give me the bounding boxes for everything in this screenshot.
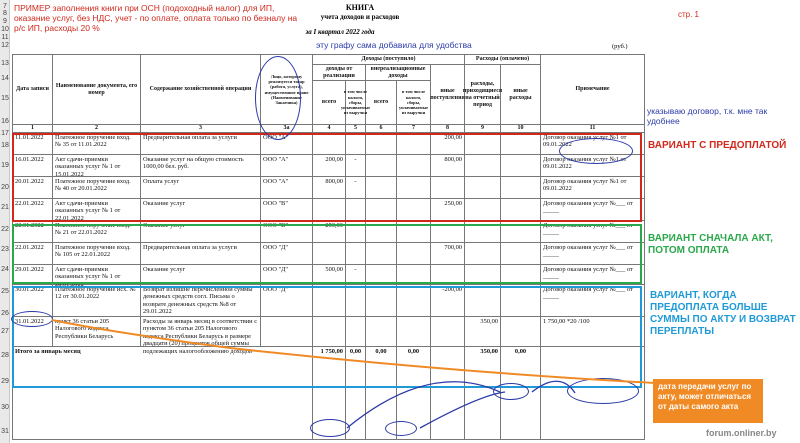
row-number: 9 xyxy=(3,18,7,25)
table-cell-date: 22.01.2022 xyxy=(13,221,53,243)
book-title: КНИГА xyxy=(345,3,375,12)
table-cell-total: 500,00 xyxy=(313,265,346,285)
header-income-group: Доходы (поступило) xyxy=(313,55,465,65)
row-number: 7 xyxy=(3,3,7,10)
table-cell-date: 20.01.2022 xyxy=(13,177,53,199)
table-cell-other: 800,00 xyxy=(431,155,465,177)
variant-overpayment-label: ВАРИАНТ, КОГДА ПРЕДОПЛАТА БОЛЬШЕ СУММЫ ПО АКТУ И ВОЗВРАТ ПЕРЕПЛАТЫ xyxy=(650,290,796,337)
totals-nonsale-tax: 0,00 xyxy=(397,347,431,440)
column-number: 6 xyxy=(366,125,397,133)
table-cell-person: ООО "А" xyxy=(261,133,313,155)
column-number: 10 xyxy=(501,125,541,133)
header-nonsale-total: всего xyxy=(366,81,397,125)
table-cell-total: 250,00 xyxy=(313,221,346,243)
table-cell-tax: - xyxy=(346,155,366,177)
row-number: 17 xyxy=(1,130,9,137)
table-cell-remark: Договор оказания услуг №1 от 09.01.2022 xyxy=(541,177,645,199)
table-cell-doc: Акт сдачи-приемки оказанных услуг № 1 от 22.01.2022 xyxy=(53,199,141,221)
totals-sales-total: 1 750,00 xyxy=(313,347,346,440)
page-label: стр. 1 xyxy=(678,10,700,19)
row-number: 26 xyxy=(1,310,9,317)
table-cell-person: ООО "Д" xyxy=(261,285,313,317)
table-cell-person: ООО "Д" xyxy=(261,265,313,285)
table-cell-tax: - xyxy=(346,265,366,285)
row-number: 28 xyxy=(1,352,9,359)
table-cell-other: -200,00 xyxy=(431,285,465,317)
table-cell-doc: Платежное поручение вход. № 35 от 11.01.2022 xyxy=(53,133,141,155)
table-cell-content: Предварительная оплата за услуги xyxy=(141,133,261,155)
table-cell-date: 31.01.2022 xyxy=(13,317,53,347)
row-number: 14 xyxy=(1,75,9,82)
totals-nonsale-total: 0,00 xyxy=(366,347,397,440)
book-subtitle: учета доходов и расходов xyxy=(320,13,400,21)
table-cell-content: Оказание услуг на общую стоимость 1000,00 бел. руб. xyxy=(141,155,261,177)
table-cell-person: ООО "Д" xyxy=(261,243,313,265)
column-number: 3а xyxy=(261,125,313,133)
column-number: 5 xyxy=(346,125,366,133)
table-cell-date: 11.01.2022 xyxy=(13,133,53,155)
table-cell-total: 800,00 xyxy=(313,177,346,199)
header-sales-total: всего xyxy=(313,81,346,125)
table-cell-doc: Платежное поручение вход. № 105 от 22.01.2022 xyxy=(53,243,141,265)
table-cell-content: Предварительная оплата за услуги xyxy=(141,243,261,265)
table-cell-total: 200,00 xyxy=(313,155,346,177)
table-cell-date: 16.01.2022 xyxy=(13,155,53,177)
row-number: 27 xyxy=(1,328,9,335)
table-cell-date: 29.01.2022 xyxy=(13,265,53,285)
table-cell-person: ООО "В" xyxy=(261,221,313,243)
table-cell-remark: Договор оказания услуг №___ от _____ xyxy=(541,243,645,265)
column-number: 11 xyxy=(541,125,645,133)
row-number: 31 xyxy=(1,428,9,435)
header-sales-income: доходы от реализации xyxy=(313,65,366,81)
header-nonsale-tax: в том числе налоги, сборы, уплачиваемые из выручки xyxy=(397,81,431,125)
column-number: 9 xyxy=(465,125,501,133)
table-cell-other: 200,00 xyxy=(431,133,465,155)
column-number: 3 xyxy=(141,125,261,133)
table-cell-doc: Платежное поручение исх. № 12 от 30.01.2022 xyxy=(53,285,141,317)
table-cell-content: Расходы за январь месяц в соответствии с пунктом 36 статьи 205 Налогового кодекса Республики Беларусь в размере двадцати (20) процентов общей суммы подлежащих налогообложению доходов xyxy=(141,317,261,347)
book-period: за I квартал 2022 года xyxy=(305,28,375,36)
table-cell-person: ООО "В" xyxy=(261,199,313,221)
column-number: 7 xyxy=(397,125,431,133)
table-cell-date: 22.01.2022 xyxy=(13,243,53,265)
header-sales-tax: в том числе налоги, сборы, уплачиваемые из выручки xyxy=(346,81,366,125)
table-cell-doc: пункт 36 статьи 205 Налогового кодекса Республики Беларусь xyxy=(53,317,141,347)
row-number: 12 xyxy=(1,42,9,49)
table-cell-content: Оплата услуг xyxy=(141,177,261,199)
table-cell-remark: Договор оказания услуг №1 от 09.01.2022 xyxy=(541,133,645,155)
table-cell-remark: Договор оказания услуг №1 от 09.01.2022 xyxy=(541,155,645,177)
totals-sales-tax: 0,00 xyxy=(346,347,366,440)
row-number: 24 xyxy=(1,266,9,273)
table-cell-tax: - xyxy=(346,177,366,199)
header-other-income: иные поступления xyxy=(431,65,465,125)
row-number: 29 xyxy=(1,378,9,385)
table-cell-content: Оказание услуг xyxy=(141,199,261,221)
table-cell-content: Оказание услуг xyxy=(141,221,261,243)
table-cell-date: 30.01.2022 xyxy=(13,285,53,317)
table-cell-remark: Договор оказания услуг №___ от _____ xyxy=(541,285,645,317)
row-number: 21 xyxy=(1,204,9,211)
totals-other-expense: 0,00 xyxy=(501,347,541,440)
table-cell-other: 700,00 xyxy=(431,243,465,265)
table-cell-person: ООО "А" xyxy=(261,155,313,177)
header-remark: Примечание xyxy=(541,55,645,125)
act-date-note: дата передачи услуг по акту, может отличаться от даты самого акта xyxy=(653,379,763,423)
header-nonsale-income: внереализационные доходы xyxy=(366,65,431,81)
table-cell-date: 22.01.2022 xyxy=(13,199,53,221)
table-cell-content: Оказание услуг xyxy=(141,265,261,285)
row-number: 23 xyxy=(1,246,9,253)
row-number: 20 xyxy=(1,184,9,191)
row-number: 25 xyxy=(1,288,9,295)
table-cell-doc: Платежное поручение вход. № 40 от 20.01.2022 xyxy=(53,177,141,199)
totals-period-expense: 350,00 xyxy=(465,347,501,440)
column-number: 2 xyxy=(53,125,141,133)
header-counterparty: Лицо, которому реализуется товар (работа, услуга), имущественное право (Наименование Заказчика) xyxy=(261,55,313,125)
table-cell-doc: Акт сдачи-приемки оказанных услуг № 1 от 28.01.2022 xyxy=(53,265,141,285)
table-cell-person: ООО "А" xyxy=(261,177,313,199)
variant-act-then-payment-label: ВАРИАНТ СНАЧАЛА АКТ, ПОТОМ ОПЛАТА xyxy=(648,233,773,256)
totals-label: Итого за январь месяц xyxy=(13,347,313,440)
table-cell-tax: - xyxy=(346,221,366,243)
header-period-expense: расходы, приходящиеся на отчетный период xyxy=(465,65,501,125)
table-cell-doc: Акт сдачи-приемки оказанных услуг № 1 от 15.01.2022 xyxy=(53,155,141,177)
watermark: forum.onliner.by xyxy=(706,428,777,438)
row-number: 22 xyxy=(1,226,9,233)
header-expense-group: Расходы (оплачено) xyxy=(465,55,541,65)
table-cell-pexp: 350,00 xyxy=(465,317,501,347)
example-note: ПРИМЕР заполнения книги при ОСН (подоходный налог) для ИП, оказание услуг, без НДС, учет - по оплате, оплата только по безналу на р/с ИП, расходы 20 % xyxy=(14,3,298,33)
header-document: Наименование документа, его номер xyxy=(53,55,141,125)
row-number: 19 xyxy=(1,162,9,169)
table-cell-doc: Платежное поручение вход. № 21 от 22.01.2022 xyxy=(53,221,141,243)
table-cell-other: 250,00 xyxy=(431,199,465,221)
table-cell-remark: Договор оказания услуг №___ от _____ xyxy=(541,199,645,221)
table-cell-content: Возврат излишне перечисленной суммы денежных средств согл. Письма о возврате денежных средств №8 от 29.01.2022 xyxy=(141,285,261,317)
row-number: 15 xyxy=(1,95,9,102)
row-number: 10 xyxy=(1,26,9,33)
row-number: 13 xyxy=(1,60,9,67)
column-number: 4 xyxy=(313,125,346,133)
row-number: 8 xyxy=(3,10,7,17)
header-date: Дата записи xyxy=(13,55,53,125)
row-number: 11 xyxy=(1,34,9,41)
row-number: 30 xyxy=(1,404,9,411)
table-cell-remark: Договор оказания услуг №___ от _____ xyxy=(541,265,645,285)
column-number: 1 xyxy=(13,125,53,133)
row-number: 18 xyxy=(1,142,9,149)
header-other-expense: иные расходы xyxy=(501,65,541,125)
column-number: 8 xyxy=(431,125,465,133)
header-content: Содержание хозяйственной операции xyxy=(141,55,261,125)
column-note: эту графу сама добавила для удобства xyxy=(316,40,472,50)
variant-prepayment-label: ВАРИАНТ С ПРЕДОПЛАТОЙ xyxy=(648,140,787,151)
table-cell-remark: Договор оказания услуг №___ от _____ xyxy=(541,221,645,243)
table-cell-remark: 1 750,00 *20 /100 xyxy=(541,317,645,347)
contract-note: указываю договор, т.к. мне так удобнее xyxy=(647,106,797,126)
unit-label: (руб.) xyxy=(612,43,628,50)
row-number: 16 xyxy=(1,118,9,125)
